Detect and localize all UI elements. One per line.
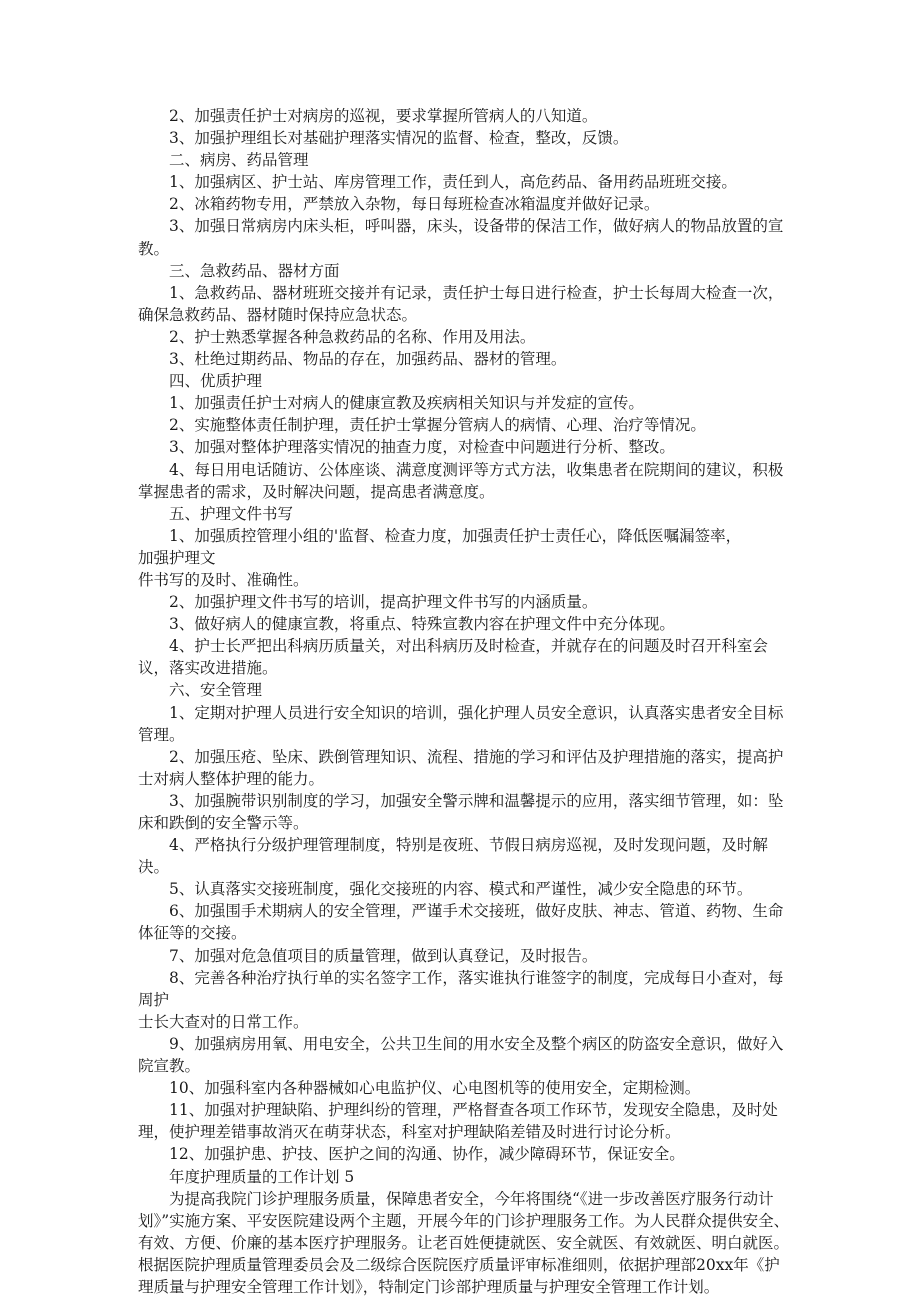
paragraph: 4、护士长严把出科病历质量关，对出科病历及时检查，并就存在的问题及时召开科室会议，落实改进措施。 bbox=[138, 637, 768, 678]
paragraph: 年度护理质量的工作计划 5 bbox=[169, 1167, 355, 1186]
paragraph: 11、加强对护理缺陷、护理纠纷的管理，严格督查各项工作环节，发现安全隐患，及时处理，使护理差错事故消灭在萌芽状态，科室对护理缺陷差错及时进行讨论分析。 bbox=[138, 1101, 778, 1142]
paragraph: 9、加强病房用氧、用电安全，公共卫生间的用水安全及整个病区的防盗安全意识，做好入院宣教。 bbox=[138, 1034, 784, 1076]
paragraph: 为提高我院门诊护理服务质量，保障患者安全，今年将围绕“《进一步改善医疗服务行动计划》”实施方案、平安医院建设两个主题，开展今年的门诊护理服务工作。为人民群众提供安全、有效、方便、价廉的基本医疗护理服务。让老百姓便捷就医、安全就医、有效就医、明白就医。根据医院护理质量管理委员会及二级综合医院医疗质量评审标准细则，依据护理部20xx年《护理质量与护理安全管理工作计划》，特制定门诊部护理质量与护理安全管理工作计划。 bbox=[138, 1189, 790, 1296]
paragraph: 2、护士熟悉掌握各种急救药品的名称、作用及用法。 bbox=[169, 327, 536, 346]
paragraph: 4、严格执行分级护理管理制度，特别是夜班、节假日病房巡视，及时发现问题，及时解决。 bbox=[138, 836, 768, 877]
paragraph: 12、加强护患、护技、医护之间的沟通、协作，减少障碍环节，保证安全。 bbox=[169, 1145, 685, 1164]
paragraph: 1、加强病区、护士站、库房管理工作，责任到人，高危药品、备用药品班班交接。 bbox=[169, 173, 737, 192]
paragraph: 7、加强对危急值项目的质量管理，做到认真登记，及时报告。 bbox=[169, 946, 598, 965]
paragraph: 3、加强护理组长对基础护理落实情况的监督、检查，整改，反馈。 bbox=[169, 129, 629, 148]
paragraph: 10、加强科室内各种器械如心电监护仪、心电图机等的使用安全，定期检测。 bbox=[169, 1079, 701, 1098]
paragraph: 士长大查对的日常工作。 bbox=[138, 1012, 309, 1031]
paragraph: 件书写的及时、准确性。 bbox=[138, 570, 309, 589]
paragraph: 6、加强围手术期病人的安全管理，严谨手术交接班，做好皮肤、神志、管道、药物、生命体征等的交接。 bbox=[138, 902, 784, 943]
paragraph: 2、加强护理文件书写的培训，提高护理文件书写的内涵质量。 bbox=[169, 593, 598, 612]
paragraph: 三、急救药品、器材方面 bbox=[169, 261, 340, 280]
paragraph: 3、加强对整体护理落实情况的抽查力度，对检查中问题进行分析、整改。 bbox=[169, 438, 675, 457]
paragraph: 8、完善各种治疗执行单的实名签字工作，落实谁执行谁签字的制度，完成每日小查对，每周护 bbox=[138, 968, 784, 1009]
paragraph: 3、做好病人的健康宣教，将重点、特殊宣教内容在护理文件中充分体现。 bbox=[169, 615, 675, 634]
paragraph: 1、加强责任护士对病人的健康宣教及疾病相关知识与并发症的宣传。 bbox=[169, 394, 644, 413]
paragraph: 二、病房、药品管理 bbox=[169, 151, 309, 170]
paragraph: 2、加强压疮、坠床、跌倒管理知识、流程、措施的学习和评估及护理措施的落实，提高护士对病人整体护理的能力。 bbox=[138, 747, 784, 788]
paragraph: 1、定期对护理人员进行安全知识的培训，强化护理人员安全意识，认真落实患者安全目标管理。 bbox=[138, 703, 784, 744]
paragraph: 3、加强腕带识别制度的学习，加强安全警示牌和温馨提示的应用，落实细节管理，如：坠床和跌倒的安全警示等。 bbox=[138, 791, 784, 832]
paragraph: 1、加强质控管理小组的'监督、检查力度，加强责任护士责任心，降低医嘱漏签率， bbox=[169, 526, 742, 545]
paragraph: 四、优质护理 bbox=[169, 372, 263, 391]
paragraph: 3、加强日常病房内床头柜，呼叫器，床头，设备带的保洁工作，做好病人的物品放置的宣教。 bbox=[138, 217, 784, 258]
paragraph: 2、实施整体责任制护理，责任护士掌握分管病人的病情、心理、治疗等情况。 bbox=[169, 416, 706, 435]
paragraph: 2、加强责任护士对病房的巡视，要求掌握所管病人的八知道。 bbox=[169, 107, 598, 125]
paragraph: 六、安全管理 bbox=[169, 681, 263, 700]
paragraph: 五、护理文件书写 bbox=[169, 504, 294, 523]
paragraph: 1、急救药品、器材班班交接并有记录，责任护士每日进行检查，护士长每周大检查一次，确保急救药品、器材随时保持应急状态。 bbox=[138, 283, 784, 324]
paragraph: 5、认真落实交接班制度，强化交接班的内容、模式和严谨性，减少安全隐患的环节。 bbox=[169, 880, 753, 899]
paragraph: 加强护理文 bbox=[138, 548, 216, 567]
paragraph: 4、每日用电话随访、公体座谈、满意度测评等方式方法，收集患者在院期间的建议，积极掌握患者的需求，及时解决问题，提高患者满意度。 bbox=[138, 460, 784, 501]
paragraph: 2、冰箱药物专用，严禁放入杂物，每日每班检查冰箱温度并做好记录。 bbox=[169, 195, 660, 214]
paragraph: 3、杜绝过期药品、物品的存在，加强药品、器材的管理。 bbox=[169, 350, 567, 369]
